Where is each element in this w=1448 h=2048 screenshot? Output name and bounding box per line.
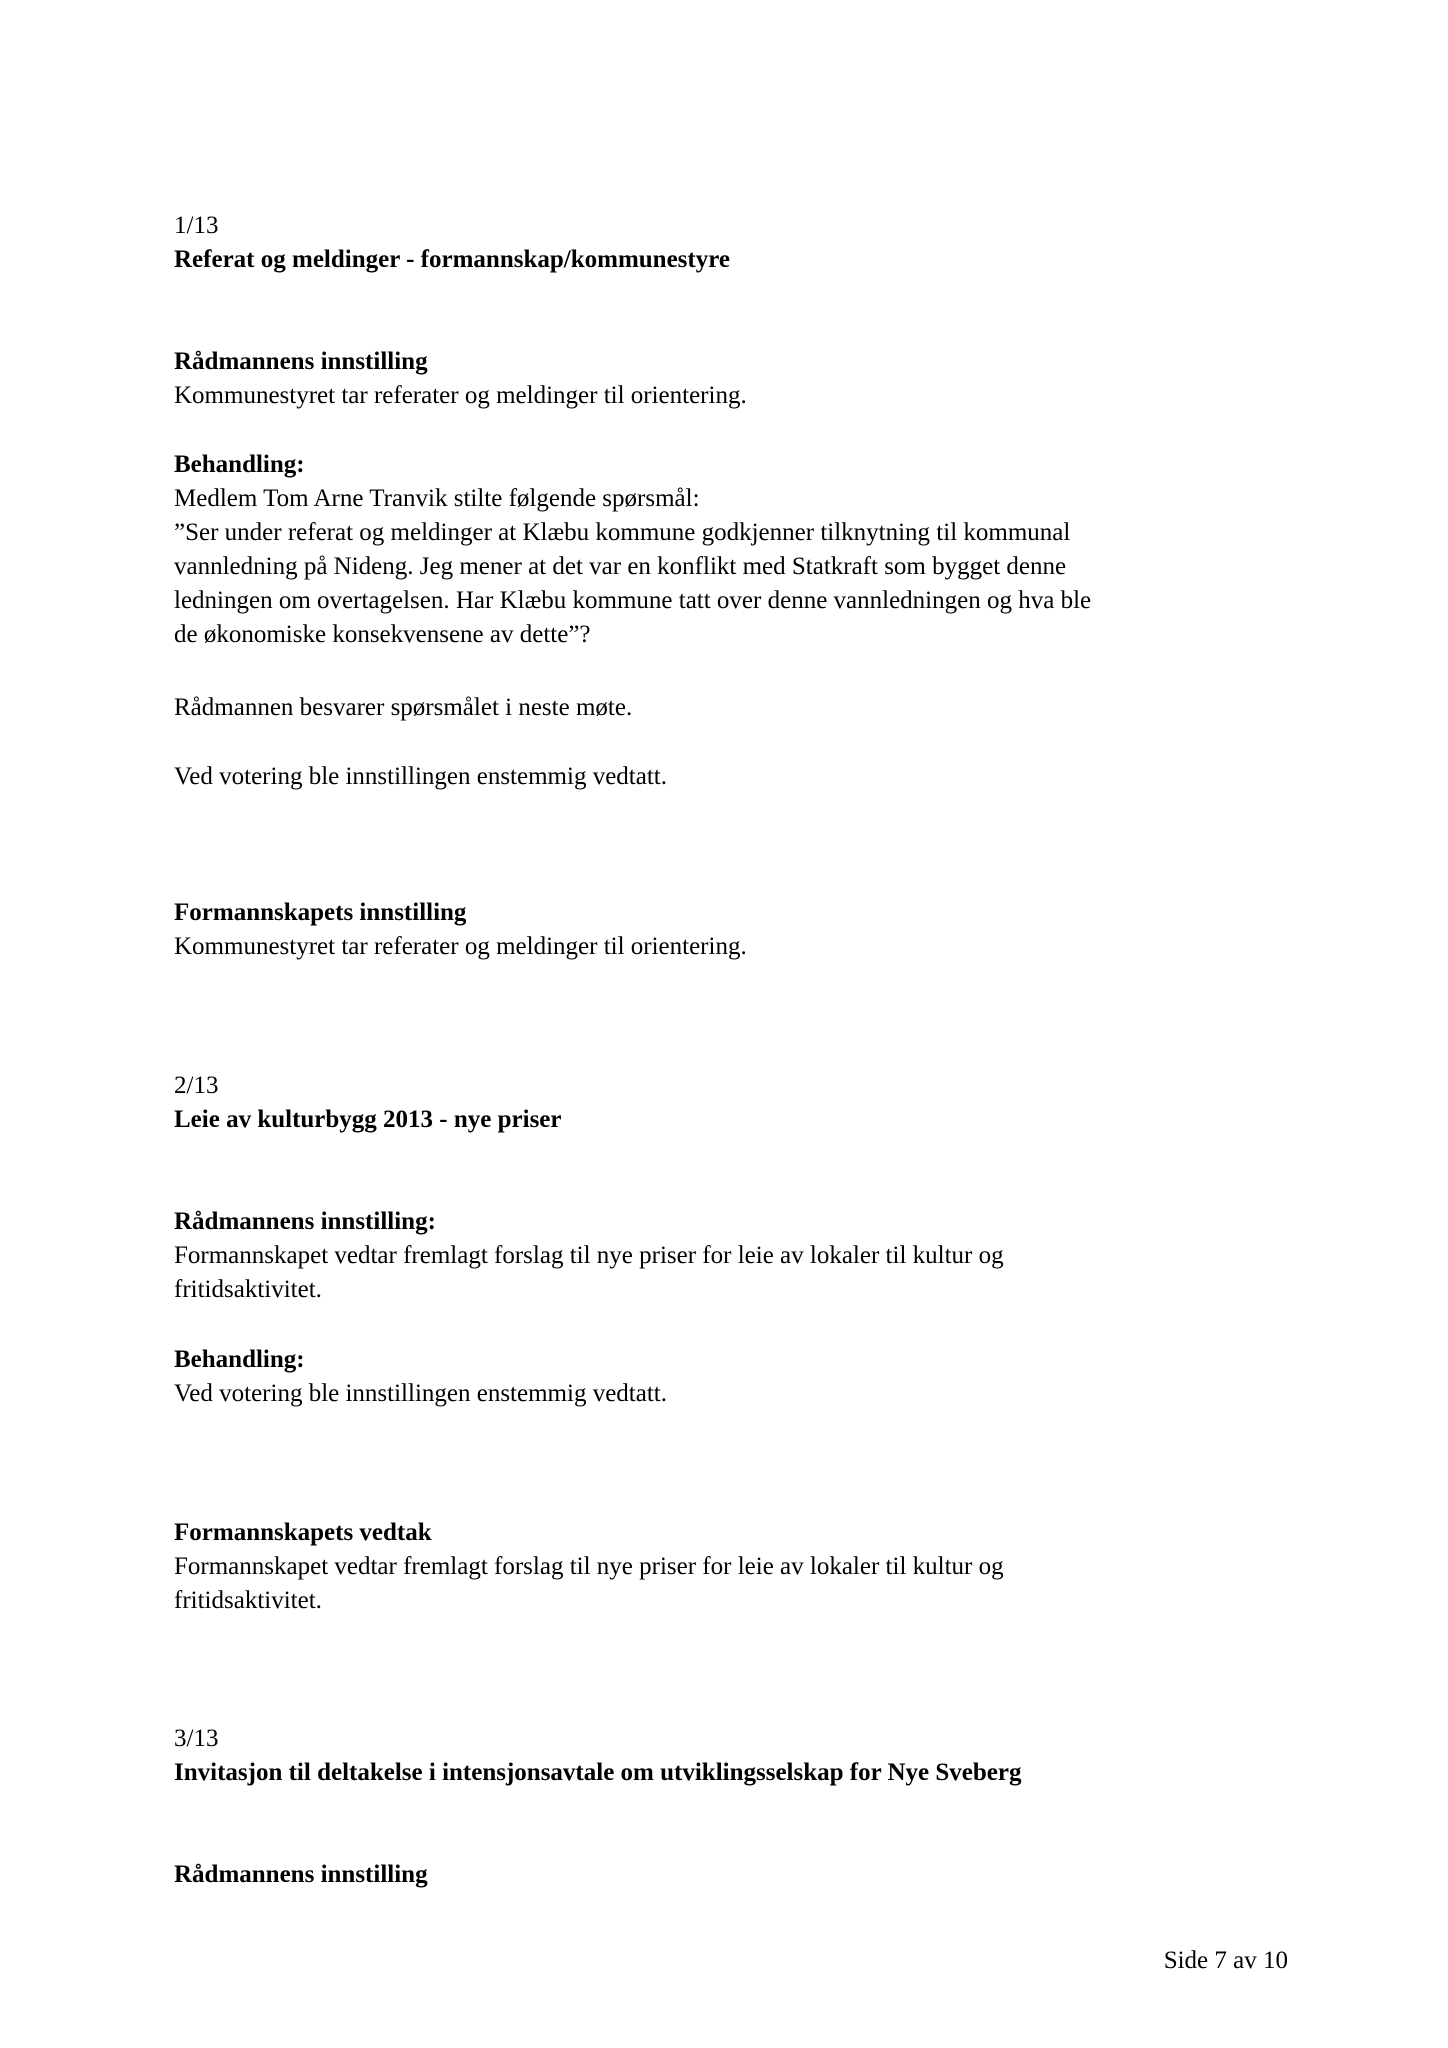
radmann-line: fritidsaktivitet. — [174, 1276, 322, 1303]
votering-text: Ved votering ble innstillingen enstemmig vedtatt. — [174, 763, 667, 790]
case-1-formannskap-section — [174, 896, 1294, 964]
radmann-heading: Rådmannens innstilling — [174, 348, 428, 375]
case-2-vedtak-section — [174, 1516, 1294, 1618]
case-title: Referat og meldinger - formannskap/kommunestyre — [174, 246, 730, 273]
formannskap-heading: Formannskapets innstilling — [174, 899, 467, 926]
vedtak-line: fritidsaktivitet. — [174, 1587, 322, 1614]
radmann-text: Kommunestyret tar referater og meldinger til orientering. — [174, 382, 747, 409]
case-number: 2/13 — [174, 1072, 219, 1099]
behandling-line: vannledning på Nideng. Jeg mener at det var en konflikt med Statkraft som bygget denne — [174, 553, 1067, 580]
case-2-header — [174, 1069, 1294, 1137]
behandling-heading: Behandling: — [174, 1346, 305, 1373]
case-title: Leie av kulturbygg 2013 - nye priser — [174, 1106, 562, 1133]
vedtak-line: Formannskapet vedtar fremlagt forslag til nye priser for leie av lokaler til kultur og — [174, 1553, 1004, 1580]
radmann-heading: Rådmannens innstilling — [174, 1861, 428, 1888]
page-number: Side 7 av 10 — [1163, 1947, 1288, 1974]
answer-text: Rådmannen besvarer spørsmålet i neste møte. — [174, 694, 633, 721]
case-number: 3/13 — [174, 1725, 219, 1752]
case-2-behandling-section — [174, 1343, 1294, 1411]
case-1-answer — [174, 691, 1294, 725]
case-1-votering — [174, 760, 1294, 794]
behandling-line: ledningen om overtagelsen. Har Klæbu kommune tatt over denne vannledningen og hva ble — [174, 587, 1092, 614]
formannskap-text: Kommunestyret tar referater og meldinger til orientering. — [174, 933, 747, 960]
case-number: 1/13 — [174, 212, 219, 239]
case-3-header — [174, 1722, 1294, 1790]
radmann-heading: Rådmannens innstilling: — [174, 1208, 436, 1235]
behandling-line: Medlem Tom Arne Tranvik stilte følgende spørsmål: — [174, 485, 700, 512]
case-2-radmann-section — [174, 1205, 1294, 1307]
case-1-header — [174, 209, 1294, 277]
behandling-line: de økonomiske konsekvensene av dette”? — [174, 621, 591, 648]
case-title: Invitasjon til deltakelse i intensjonsavtale om utviklingsselskap for Nye Sveberg — [174, 1759, 1022, 1786]
vedtak-heading: Formannskapets vedtak — [174, 1519, 432, 1546]
behandling-heading: Behandling: — [174, 451, 305, 478]
behandling-line: ”Ser under referat og meldinger at Klæbu kommune godkjenner tilknytning til kommunal — [174, 519, 1071, 546]
case-3-radmann-section — [174, 1858, 1294, 1892]
votering-text: Ved votering ble innstillingen enstemmig vedtatt. — [174, 1380, 667, 1407]
case-1-behandling-section — [174, 448, 1294, 652]
case-1-radmann-section — [174, 345, 1294, 413]
radmann-line: Formannskapet vedtar fremlagt forslag til nye priser for leie av lokaler til kultur og — [174, 1242, 1004, 1269]
